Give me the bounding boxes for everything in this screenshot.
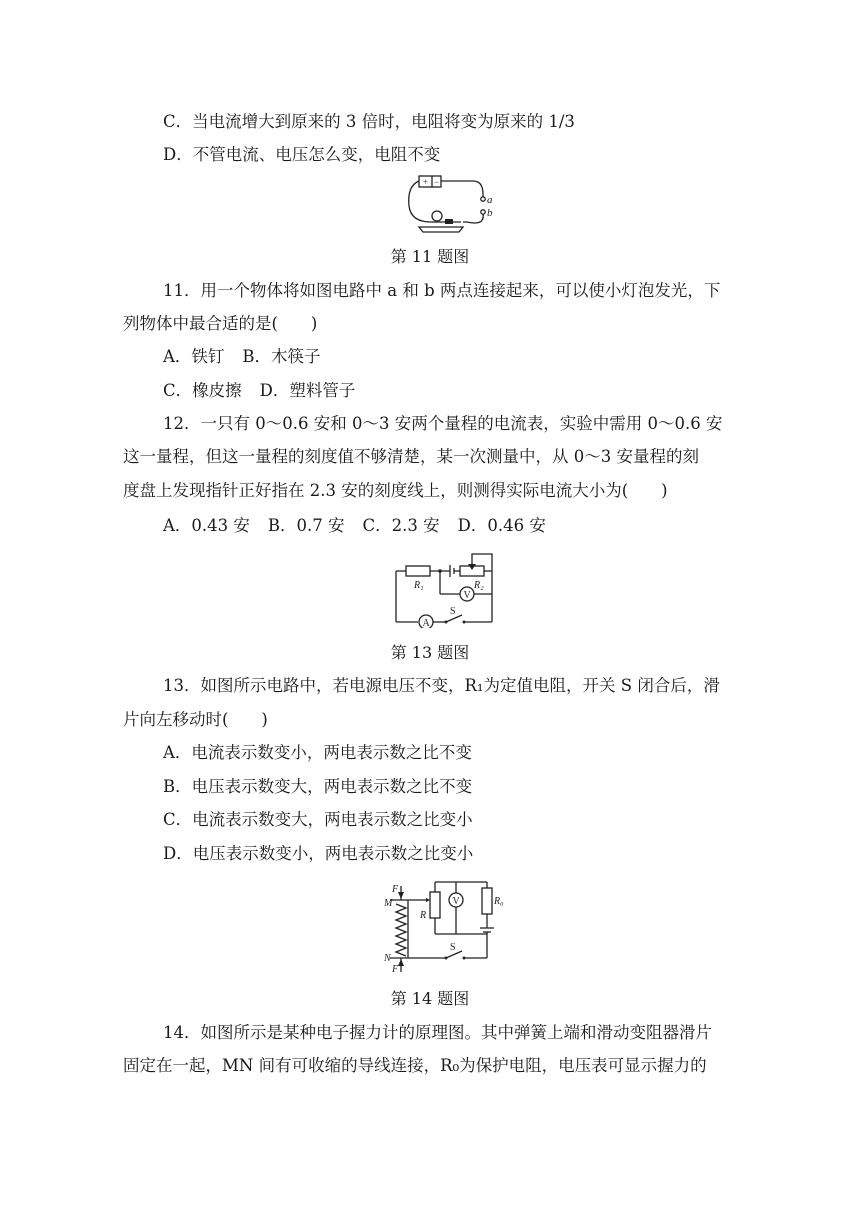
label-n: N	[384, 953, 391, 964]
label-ammeter: A	[422, 618, 430, 628]
terminal-b	[481, 210, 485, 214]
q12-options-row	[163, 515, 546, 537]
label-f-bottom: F	[392, 964, 399, 974]
q13-option-d: D．电压表示数变小，两电表示数之比变小	[163, 844, 474, 863]
q11-option-d: D．塑料管子	[259, 381, 356, 400]
r0-resistor	[482, 888, 492, 914]
label-switch: S	[450, 942, 456, 953]
label-m: M	[384, 898, 393, 909]
q13-option-c: C．电流表示数变大，两电表示数之比变小	[163, 810, 473, 829]
bulb-icon	[432, 211, 442, 221]
figure-11-caption: 第 11 题图	[390, 247, 470, 266]
q12-stem-line1: 12．一只有 0～0.6 安和 0～3 安两个量程的电流表，实验中需用 0～0.6 安	[163, 414, 723, 433]
q11-stem-line1: 11．用一个物体将如图电路中 a 和 b 两点连接起来，可以使小灯泡发光，下	[163, 281, 721, 300]
figure-14-circuit	[384, 878, 504, 974]
q11-option-a: A．铁钉	[163, 347, 225, 366]
label-r: R	[420, 910, 427, 921]
q11-options-row1	[163, 346, 321, 368]
figure-13-circuit	[392, 548, 502, 628]
battery-plus-label: +	[423, 177, 429, 187]
q14-stem-line1: 14．如图所示是某种电子握力计的原理图。其中弹簧上端和滑动变阻器滑片	[163, 1023, 712, 1042]
r1-resistor	[406, 566, 430, 576]
q11-option-c: C．橡皮擦	[163, 381, 242, 400]
label-r2: R₂	[474, 580, 484, 591]
q10-option-d: D．不管电流、电压怎么变，电阻不变	[163, 145, 441, 164]
q13-option-b: B．电压表示数变大，两电表示数之比不变	[163, 777, 473, 796]
q13-option-a: A．电流表示数变小，两电表示数之比不变	[163, 743, 472, 762]
label-a: a	[487, 194, 493, 206]
figure-14-caption: 第 14 题图	[390, 989, 470, 1008]
q12-option-d: D．0.46 安	[457, 516, 546, 535]
q12-option-c: C．2.3 安	[362, 516, 440, 535]
terminal-a	[481, 197, 485, 201]
q12-option-a: A．0.43 安	[163, 516, 250, 535]
label-f-top: F	[392, 884, 399, 895]
q12-stem-line3: 度盘上发现指针正好指在 2.3 安的刻度线上，则测得实际电流大小为( )	[123, 481, 668, 500]
label-voltmeter: V	[452, 896, 460, 907]
figure-13-caption: 第 13 题图	[390, 643, 470, 662]
rheostat-r	[430, 892, 440, 918]
figure-11-circuit	[405, 172, 495, 238]
q11-option-b: B．木筷子	[242, 347, 321, 366]
q12-stem-line2: 这一量程，但这一量程的刻度值不够清楚，某一次测量中，从 0～3 安量程的刻	[123, 447, 699, 466]
label-switch: S	[450, 606, 456, 617]
label-r0: R₀	[494, 896, 504, 907]
q10-option-c: C．当电流增大到原来的 3 倍时，电阻将变为原来的 1/3	[163, 112, 575, 131]
q11-stem-line2: 列物体中最合适的是( )	[123, 314, 318, 333]
label-voltmeter: V	[463, 590, 471, 601]
q11-options-row2	[163, 380, 355, 402]
q14-stem-line2: 固定在一起，MN 间有可收缩的导线连接，R₀为保护电阻，电压表可显示握力的	[123, 1056, 707, 1075]
q13-stem-line1: 13．如图所示电路中，若电源电压不变，R₁为定值电阻，开关 S 闭合后，滑	[163, 676, 720, 695]
spring-icon	[396, 904, 406, 956]
label-r1: R₁	[414, 580, 424, 591]
battery-minus-label: −	[434, 177, 440, 187]
label-b: b	[487, 207, 493, 219]
q13-stem-line2: 片向左移动时( )	[123, 710, 268, 729]
q12-option-b: B．0.7 安	[267, 516, 345, 535]
